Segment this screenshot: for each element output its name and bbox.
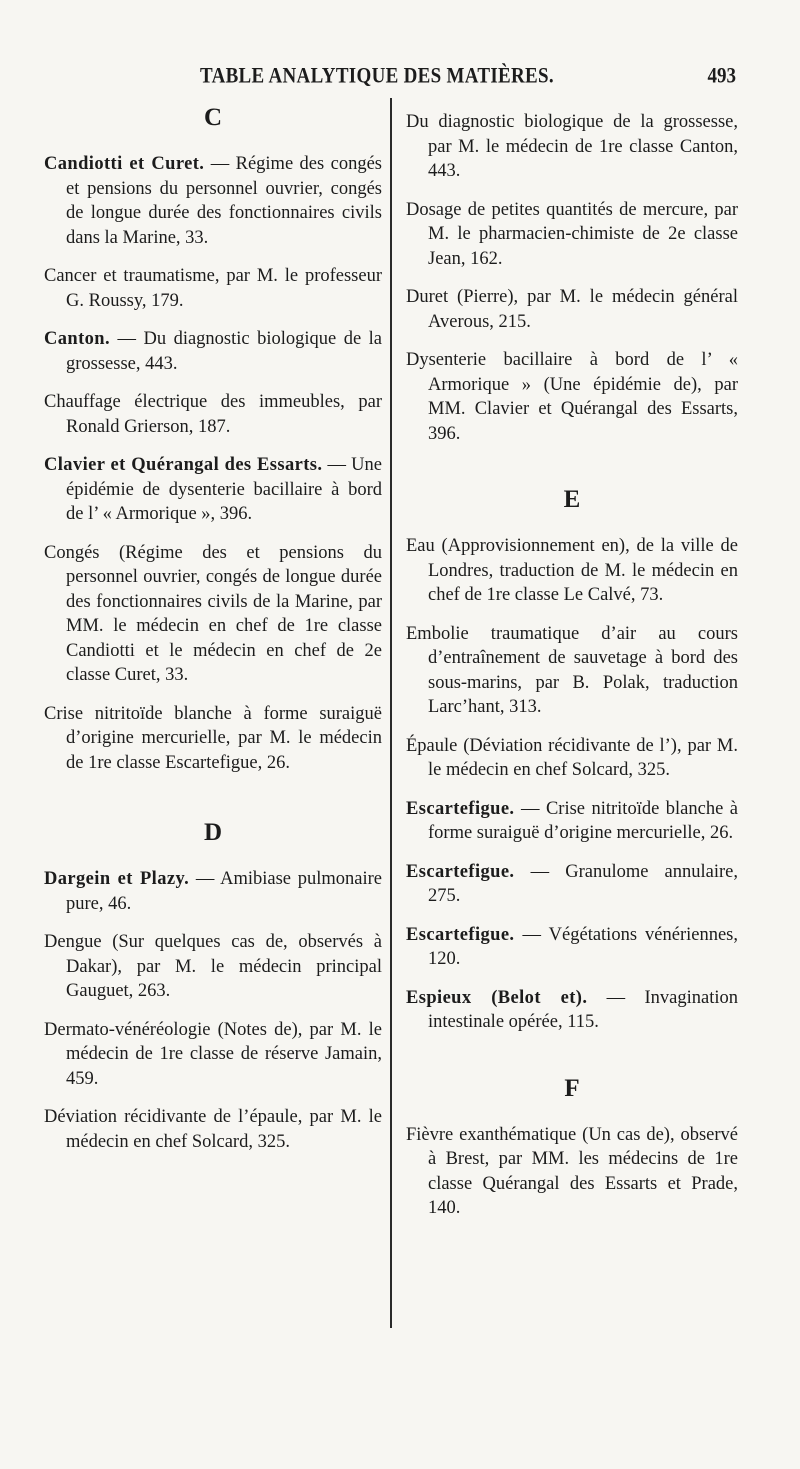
index-entry [406,348,738,446]
entry-heading: Escartefigue. [406,798,515,819]
index-entry [44,1018,382,1092]
right-column [406,96,738,1221]
entry-text: — Une épidémie de dysenterie bacillaire à bord de l’ « Armorique », 396. [66,455,382,524]
entry-text: Dengue (Sur quelques cas de, observés à Dakar), par M. le médecin principal Gauguet, 263. [44,932,382,1001]
entry-text: — Invagination intestinale opérée, 115. [428,987,738,1032]
index-entry [44,390,382,439]
entry-heading: Canton. [44,329,111,349]
entry-text: Crise nitritoïde blanche à forme suraiguë d’origine mercurielle, par M. le médecin de 1re classe Escartefigue, 26. [44,703,382,773]
entry-heading: Escartefigue. [406,861,515,882]
entry-text: Du diagnostic biologique de la grossesse, par M. le médecin de 1re classe Canton, 443. [406,112,738,181]
entry-text: Eau (Approvisionnement en), de la ville de Londres, traduction de M. le médecin en chef de 1re classe Le Calvé, 73. [406,536,738,605]
entry-text: — Amibiase pulmonaire pure, 46. [66,869,383,914]
index-entry [406,860,738,909]
entry-text: Dermato-vénéréologie (Notes de), par M. le médecin de 1re classe de réserve Jamain, 459. [44,1019,382,1089]
index-entry [406,797,738,846]
section-letter-d: D [203,819,223,846]
section-letter-c: C [203,104,223,131]
entry-text: Duret (Pierre), par M. le médecin général Averous, 215. [406,287,738,332]
index-entry [44,453,382,527]
page-number: 493 [707,64,736,89]
index-entry [44,152,382,250]
index-entry [406,622,738,720]
index-entry [44,702,382,776]
index-entry [406,1123,738,1221]
entry-text: Dysenterie bacillaire à bord de l’ « Armorique » (Une épidémie de), par MM. Clavier et Quérangal des Essarts, 396. [406,350,738,444]
section-letter-e: E [563,486,581,513]
entry-text: Dosage de petites quantités de mercure, par M. le pharmacien-chimiste de 2e classe Jean, 162. [406,199,738,269]
index-entry [44,867,382,916]
entry-text: Chauffage électrique des immeubles, par Ronald Grierson, 187. [44,392,382,437]
entry-text: — Régime des congés et pensions du personnel ouvrier, congés de longue durée des fonctionnaires civils dans la Marine, 33. [66,154,382,248]
index-entry [44,1105,382,1154]
index-entry [406,734,738,783]
index-entry [406,923,738,972]
entry-heading: Espieux (Belot et). [406,987,588,1008]
section-letter-f: F [564,1074,580,1102]
entry-text: Fièvre exanthématique (Un cas de), observé à Brest, par MM. les médecins de 1re classe Quérangal des Essarts et Prade, 140. [406,1124,738,1218]
entry-text: — Crise nitritoïde blanche à forme suraiguë d’origine mercurielle, 26. [428,798,738,843]
index-entry [44,327,382,376]
index-entry [44,541,382,688]
entry-text: — Granulome annulaire, 275. [428,861,738,906]
entry-text: Embolie traumatique d’air au cours d’entraînement de sauvetage à bord des sous-marins, par B. Polak, traduction Larc’hant, 313. [406,623,738,717]
entry-heading: Dargein et Plazy. [44,869,190,889]
entry-text: Congés (Régime des et pensions du personnel ouvrier, congés de longue durée des fonctionnaires civils de la Marine, par MM. le médecin en chef de 1re classe Candiotti et le médecin en chef de 2e classe Curet, 33. [44,542,382,685]
entry-heading: Candiotti et Curet. [44,154,205,174]
index-entry [406,534,738,608]
column-divider [390,98,392,1328]
index-entry [44,930,382,1004]
entry-heading: Escartefigue. [406,924,515,945]
index-entry [406,198,738,272]
index-entry [44,264,382,313]
entry-text: — Végétations vénériennes, 120. [428,924,738,969]
index-entry [406,986,738,1035]
entry-text: Cancer et traumatisme, par M. le professeur G. Roussy, 179. [44,266,382,311]
index-entry [406,285,738,334]
entry-text: Épaule (Déviation récidivante de l’), par M. le médecin en chef Solcard, 325. [406,735,738,780]
running-head: TABLE ANALYTIQUE DES MATIÈRES. [200,64,554,89]
index-entry [406,110,738,184]
entry-heading: Clavier et Quérangal des Essarts. [44,455,323,475]
entry-text: — Du diagnostic biologique de la grossesse, 443. [66,329,382,374]
entry-text: Déviation récidivante de l’épaule, par M. le médecin en chef Solcard, 325. [44,1107,382,1152]
left-column [44,96,382,1154]
